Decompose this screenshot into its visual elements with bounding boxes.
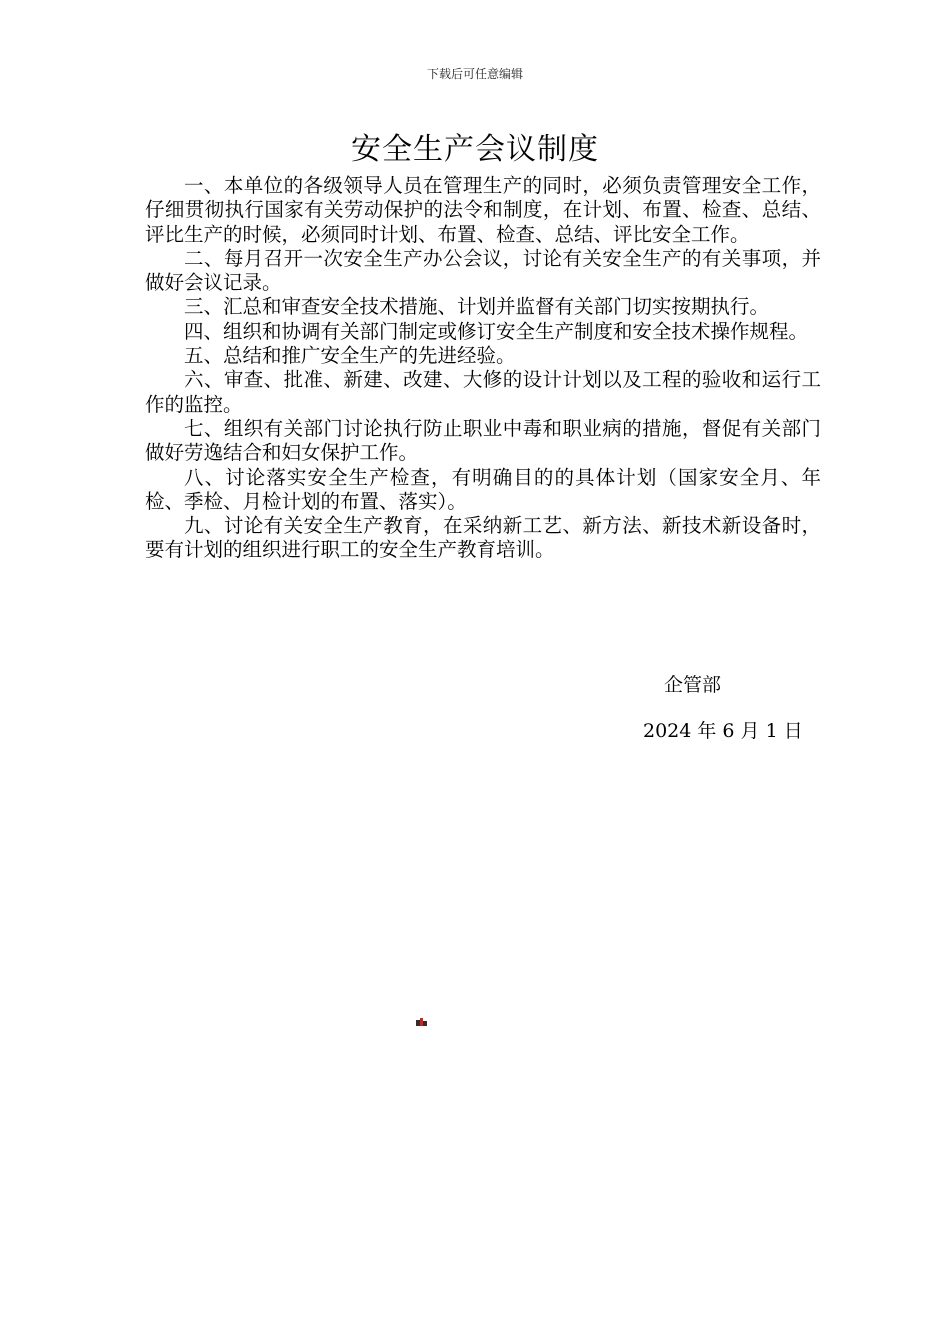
paragraph-5: 五、总结和推广安全生产的先进经验。 — [184, 344, 516, 368]
document-body — [145, 174, 821, 563]
signoff-department: 企管部 — [664, 674, 722, 696]
paragraph-1: 一、本单位的各级领导人员在管理生产的同时，必须负责管理安全工作，仔细贯彻执行国家有关劳动保护的法令和制度，在计划、布置、检查、总结、评比生产的时候，必须同时计划、布置、检查、总结、评比安全工作。 — [145, 174, 821, 246]
paragraph-3: 三、汇总和审查安全技术措施、计划并监督有关部门切实按期执行。 — [184, 295, 770, 319]
signoff-date: 2024 年 6 月 1 日 — [643, 720, 803, 742]
paragraph-9: 九、讨论有关安全生产教育，在采纳新工艺、新方法、新技术新设备时，要有计划的组织进行职工的安全生产教育培训。 — [145, 514, 821, 562]
paragraph-7: 七、组织有关部门讨论执行防止职业中毒和职业病的措施，督促有关部门做好劳逸结合和妇女保护工作。 — [145, 416, 821, 465]
document-title: 安全生产会议制度 — [351, 132, 599, 167]
paragraph-2: 二、每月召开一次安全生产办公会议，讨论有关安全生产的有关事项，并做好会议记录。 — [145, 246, 821, 295]
paragraph-8: 八、讨论落实安全生产检查，有明确目的的具体计划（国家安全月、年检、季检、月检计划的布置、落实）。 — [145, 465, 821, 513]
small-logo-icon — [416, 1018, 427, 1026]
header-note: 下载后可任意编辑 — [426, 67, 523, 81]
paragraph-4: 四、组织和协调有关部门制定或修订安全生产制度和安全技术操作规程。 — [184, 319, 809, 343]
paragraph-6: 六、审查、批准、新建、改建、大修的设计计划以及工程的验收和运行工作的监控。 — [145, 368, 821, 416]
